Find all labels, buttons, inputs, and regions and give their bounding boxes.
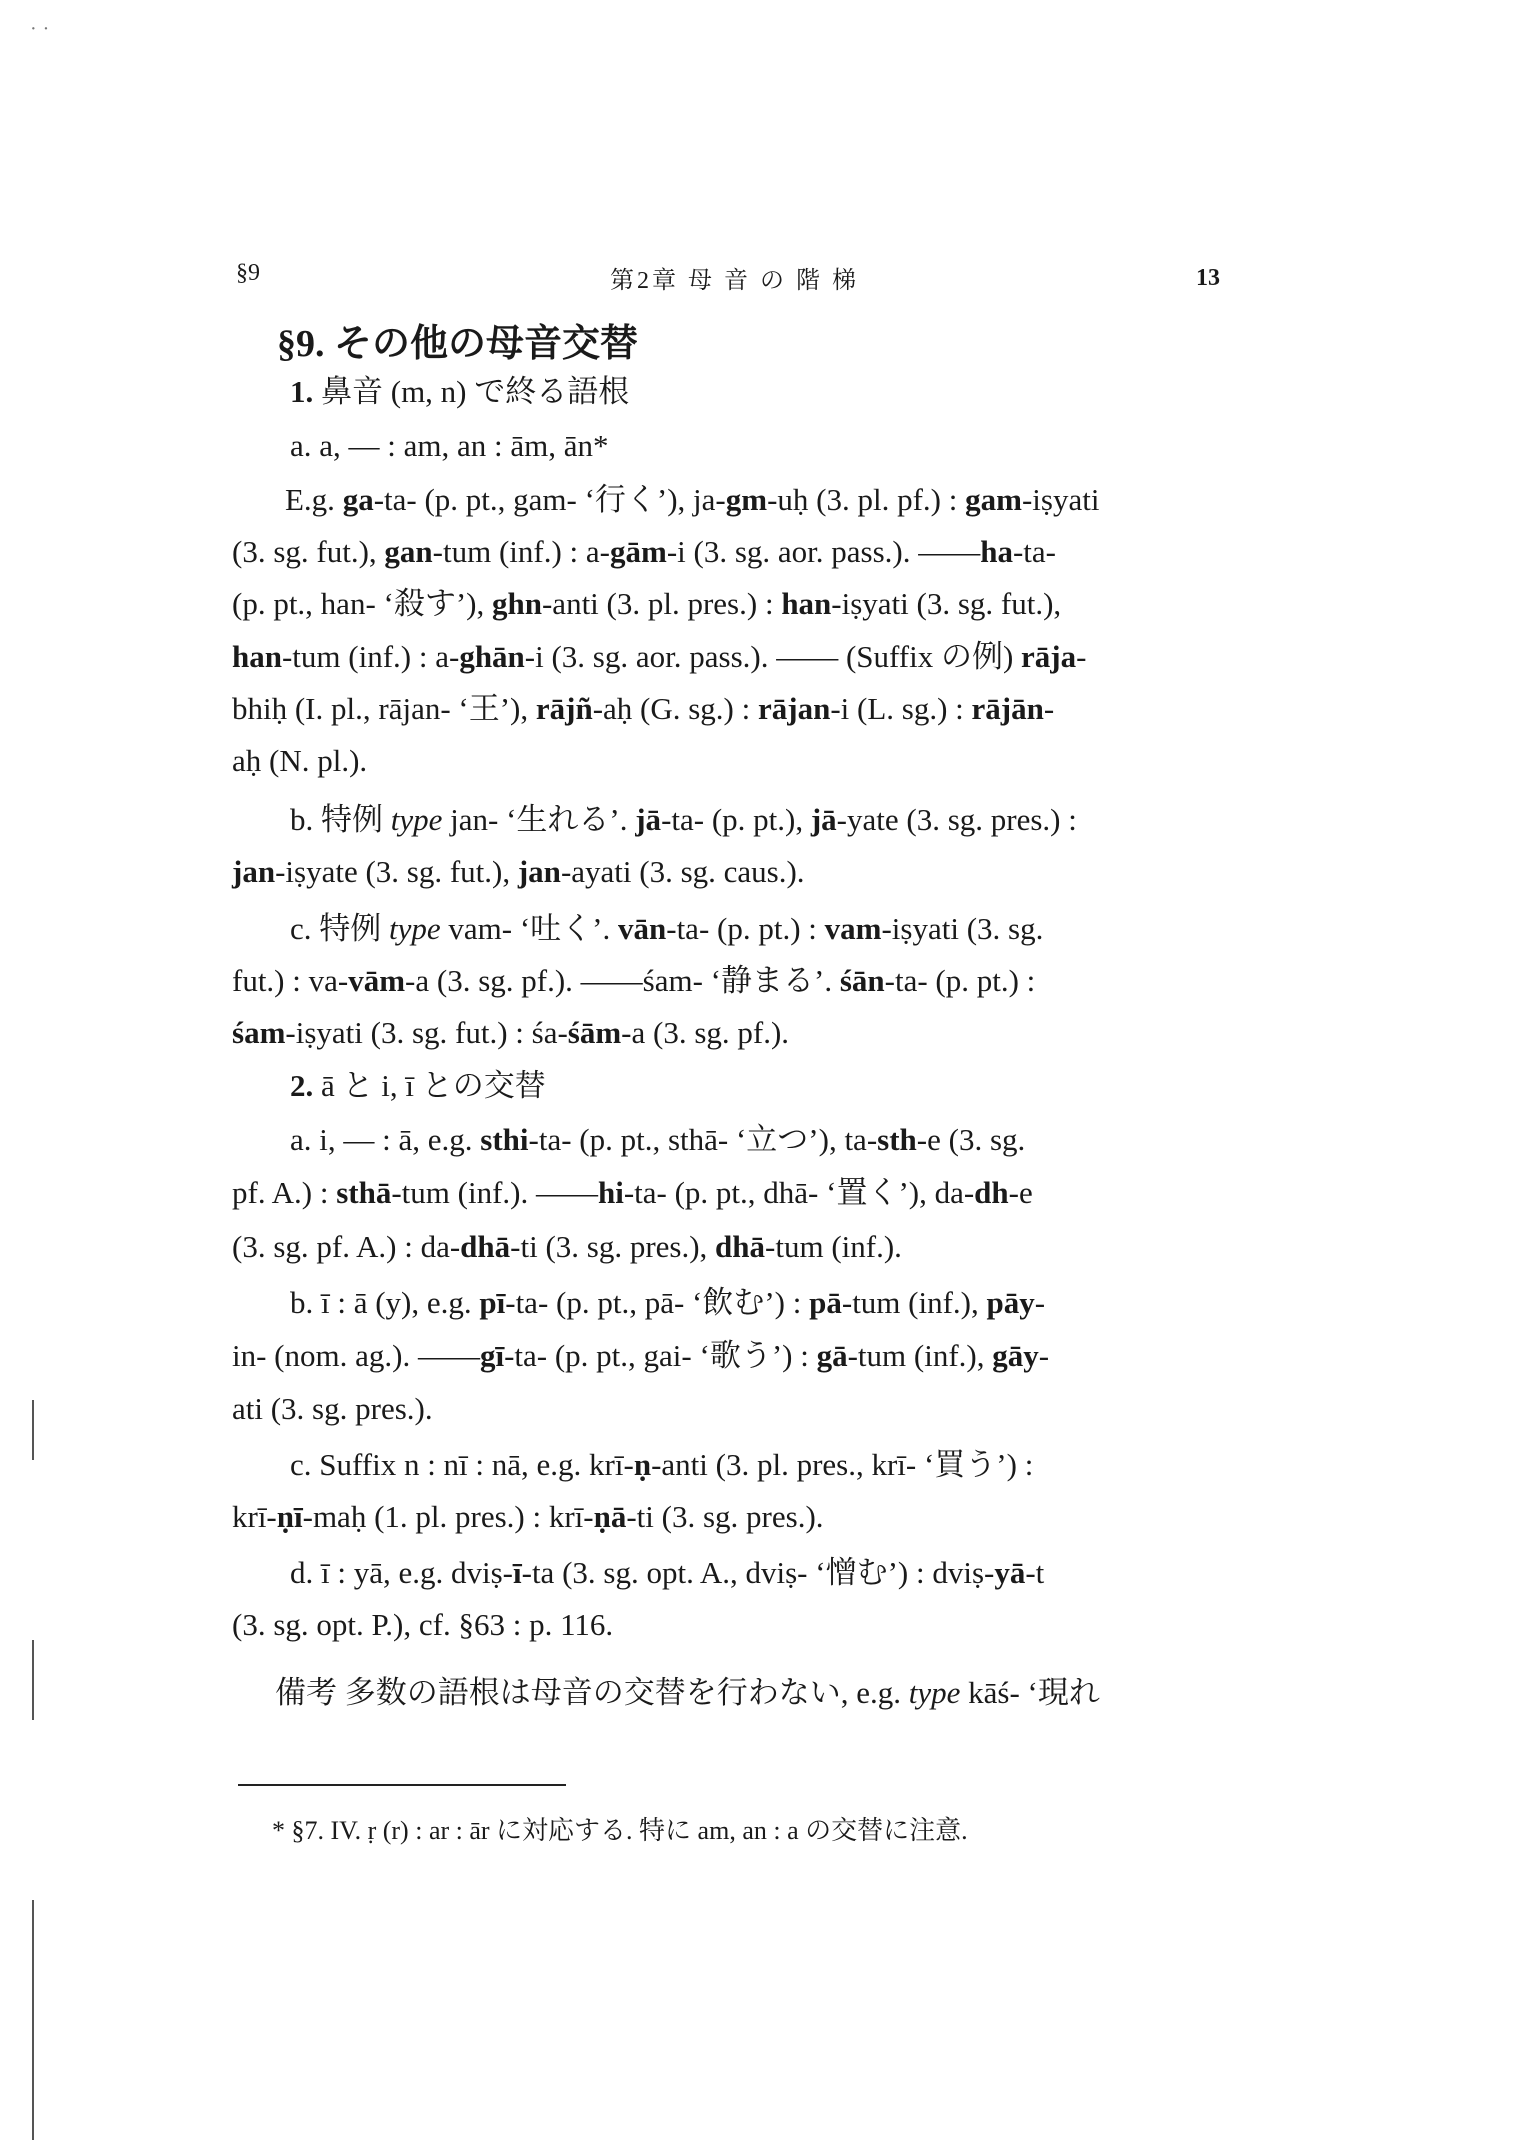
text-line: pf. A.) : sthā-tum (inf.). ——hi-ta- (p. pt., dhā- ‘置く’), da-dh-e xyxy=(232,1175,1033,1210)
text-line: b. 特例 type jan- ‘生れる’. jā-ta- (p. pt.), jā-yate (3. sg. pres.) : xyxy=(290,802,1077,837)
text-line: b. ī : ā (y), e.g. pī-ta- (p. pt., pā- ‘飲む’) : pā-tum (inf.), pāy- xyxy=(290,1285,1046,1320)
subsection-heading: 2. ā と i, ī との交替 xyxy=(290,1068,546,1103)
text-line: ati (3. sg. pres.). xyxy=(232,1391,433,1426)
text-line: (p. pt., han- ‘殺す’), ghn-anti (3. pl. pres.) : han-iṣyati (3. sg. fut.), xyxy=(232,586,1062,621)
footnote: * §7. IV. ṛ (r) : ar : ār に対応する. 特に am, an : a の交替に注意. xyxy=(272,1816,968,1845)
header-section-ref: §9 xyxy=(236,260,260,286)
text-line: han-tum (inf.) : a-ghān-i (3. sg. aor. pass.). —— (Suffix の例) rāja- xyxy=(232,639,1087,674)
scan-dots: ·· xyxy=(30,18,56,40)
text-line: aḥ (N. pl.). xyxy=(232,743,368,778)
text-line: a. i, — : ā, e.g. sthi-ta- (p. pt., sthā- ‘立つ’), ta-sth-e (3. sg. xyxy=(290,1122,1026,1157)
text-line: (3. sg. pf. A.) : da-dhā-ti (3. sg. pres.), dhā-tum (inf.). xyxy=(232,1229,902,1264)
text-line: (3. sg. opt. P.), cf. §63 : p. 116. xyxy=(232,1607,614,1642)
page-number: 13 xyxy=(1196,265,1220,291)
text-line: a. a, — : am, an : ām, ān* xyxy=(290,428,609,463)
scan-margin-mark xyxy=(32,1900,34,2140)
text-line: c. Suffix n : nī : nā, e.g. krī-ṇ-anti (3. pl. pres., krī- ‘買う’) : xyxy=(290,1447,1034,1482)
scan-margin-mark xyxy=(32,1640,34,1720)
text-line: (3. sg. fut.), gan-tum (inf.) : a-gām-i (3. sg. aor. pass.). ——ha-ta- xyxy=(232,534,1056,569)
header-chapter-title: 第2章 母 音 の 階 梯 xyxy=(610,268,859,294)
text-line: krī-ṇī-maḥ (1. pl. pres.) : krī-ṇā-ti (3. sg. pres.). xyxy=(232,1499,824,1534)
text-line: d. ī : yā, e.g. dviṣ-ī-ta (3. sg. opt. A., dviṣ- ‘憎む’) : dviṣ-yā-t xyxy=(290,1555,1045,1590)
note-line: 備考 多数の語根は母音の交替を行わない, e.g. type kāś- ‘現れ xyxy=(275,1675,1100,1710)
text-line: c. 特例 type vam- ‘吐く’. vān-ta- (p. pt.) : vam-iṣyati (3. sg. xyxy=(290,911,1044,946)
text-line: jan-iṣyate (3. sg. fut.), jan-ayati (3. sg. caus.). xyxy=(232,854,805,889)
text-line: in- (nom. ag.). ——gī-ta- (p. pt., gai- ‘歌う’) : gā-tum (inf.), gāy- xyxy=(232,1338,1050,1373)
subsection-heading: 1. 鼻音 (m, n) で終る語根 xyxy=(290,374,630,409)
text-line: E.g. ga-ta- (p. pt., gam- ‘行く’), ja-gm-uḥ (3. pl. pf.) : gam-iṣyati xyxy=(285,482,1100,517)
text-line: fut.) : va-vām-a (3. sg. pf.). ——śam- ‘静まる’. śān-ta- (p. pt.) : xyxy=(232,963,1036,998)
section-title: §9. その他の母音交替 xyxy=(277,323,639,365)
scan-margin-mark xyxy=(32,1400,34,1460)
footnote-divider xyxy=(238,1784,566,1786)
text-line: śam-iṣyati (3. sg. fut.) : śa-śām-a (3. sg. pf.). xyxy=(232,1015,790,1050)
text-line: bhiḥ (I. pl., rājan- ‘王’), rājñ-aḥ (G. sg.) : rājan-i (L. sg.) : rājān- xyxy=(232,691,1055,726)
